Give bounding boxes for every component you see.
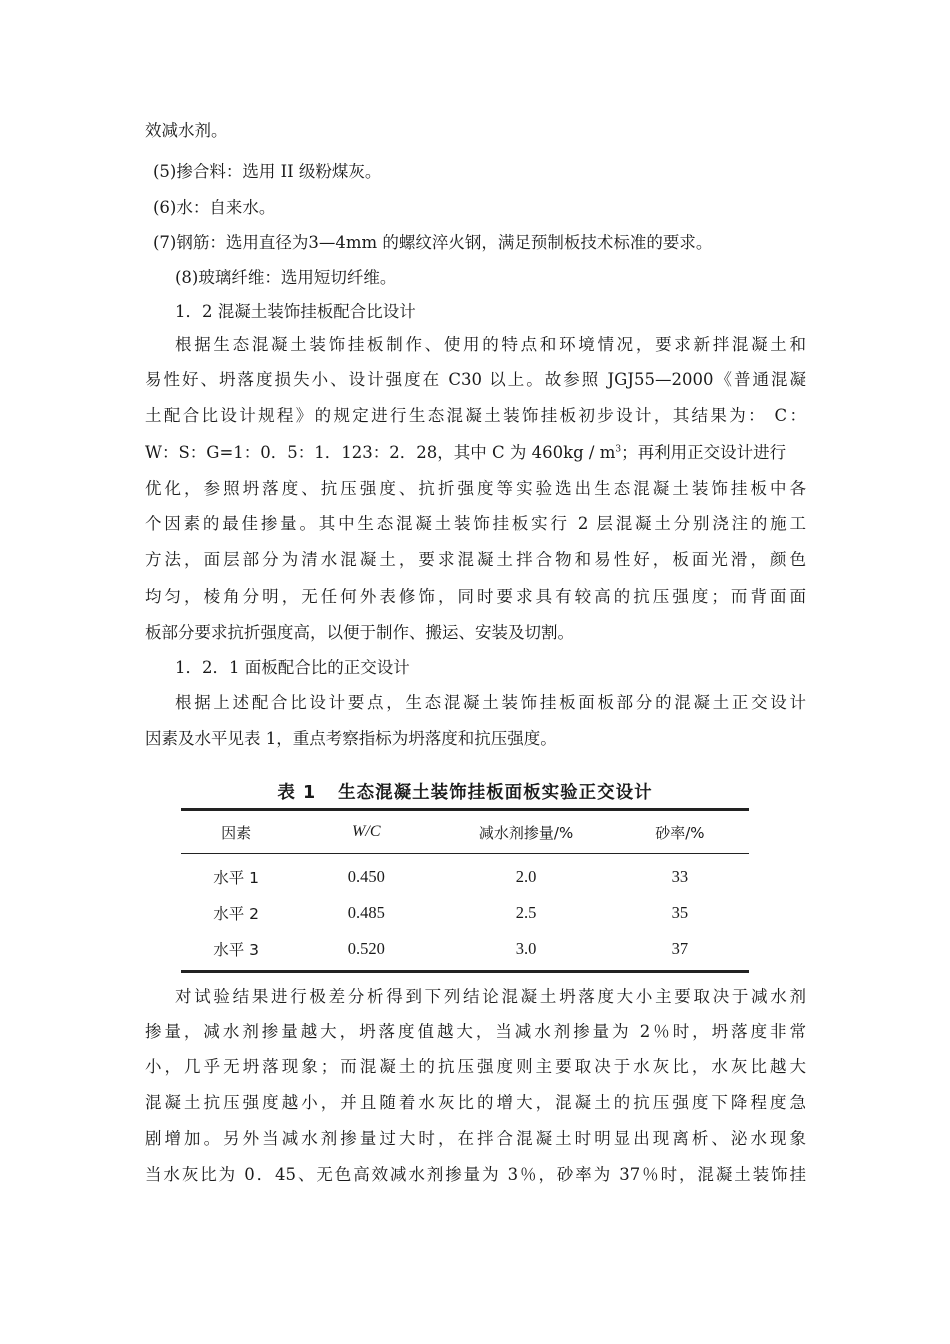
section-heading: 1．2 混凝土装饰挂板配合比设计 [175, 302, 416, 321]
table-cell: 33 [671, 867, 689, 886]
text-line: 个因素的最佳掺量。其中生态混凝土装饰挂板实行 2 层混凝土分别浇注的施工 [145, 514, 806, 533]
text-line [145, 442, 806, 464]
table-caption [180, 778, 750, 808]
text-line: 对试验结果进行极差分析得到下列结论混凝土坍落度大小主要取决于减水剂 [175, 987, 806, 1006]
table-cell: 2.5 [515, 903, 537, 922]
table-cell: 0.520 [291, 931, 441, 972]
table-row [181, 931, 749, 972]
table-1 [180, 778, 750, 973]
text-line: 板部分要求抗折强度高，以便于制作、搬运、安装及切割。 [145, 623, 574, 642]
text-segment: ；再利用正交设计进行 [621, 443, 787, 462]
table-caption-title: 生态混凝土装饰挂板面板实验正交设计 [338, 783, 653, 803]
text-line: 剧增加。另外当减水剂掺量过大时，在拌合混凝土时明显出现离析、泌水现象 [145, 1129, 806, 1148]
text-line: 优化，参照坍落度、抗压强度、抗折强度等实验选出生态混凝土装饰挂板中各 [145, 479, 806, 498]
header-wc: W/C [291, 810, 441, 854]
text-line: 效减水剂。 [145, 121, 228, 140]
text-line: 因素及水平见表 1，重点考察指标为坍落度和抗压强度。 [145, 729, 557, 748]
header-sand-ratio: 砂率/% [611, 810, 749, 854]
superscript: 3 [615, 444, 622, 455]
text-line: 根据生态混凝土装饰挂板制作、使用的特点和环境情况，要求新拌混凝土和 [175, 335, 806, 354]
text-line: 均匀，棱角分明，无任何外表修饰，同时要求具有较高的抗压强度；而背面面 [145, 587, 806, 606]
table-row [181, 854, 749, 896]
row-label: 水平 1 [213, 869, 260, 887]
row-label: 水平 3 [181, 931, 291, 972]
table-cell: 35 [671, 903, 689, 922]
table-caption-number: 表 1 [277, 783, 317, 803]
table-cell: 2.0 [515, 867, 537, 886]
text-line: 混凝土抗压强度越小，并且随着水灰比的增大，混凝土的抗压强度下降程度急 [145, 1093, 806, 1112]
table-row [181, 895, 749, 931]
text-line: 当水灰比为 0．45、无色高效减水剂掺量为 3％，砂率为 37％时，混凝土装饰挂 [145, 1165, 806, 1184]
text-segment: W：S：G=1：0．5：1．123：2．28，其中 C 为 460kg / m [145, 443, 616, 462]
header-factor: 因素 [181, 810, 291, 854]
text-line: 土配合比设计规程》的规定进行生态混凝土装饰挂板初步设计，其结果为： C： [145, 406, 806, 425]
table-header-row [181, 810, 749, 854]
row-label: 水平 2 [213, 905, 260, 923]
table-cell: 3.0 [441, 931, 611, 972]
table-cell: 0.450 [347, 867, 385, 886]
text-line: 掺量，减水剂掺量越大，坍落度值越大，当减水剂掺量为 2％时，坍落度非常 [145, 1022, 806, 1041]
table-cell: 0.485 [347, 903, 385, 922]
text-line: (5)掺合料：选用 II 级粉煤灰。 [153, 162, 382, 181]
text-line: 方法，面层部分为清水混凝土，要求混凝土拌合物和易性好，板面光滑，颜色 [145, 550, 806, 569]
section-heading: 1．2．1 面板配合比的正交设计 [175, 658, 410, 677]
text-line: 易性好、坍落度损失小、设计强度在 C30 以上。故参照 JGJ55—2000《普通混凝 [145, 370, 806, 389]
text-line: 根据上述配合比设计要点，生态混凝土装饰挂板面板部分的混凝土正交设计 [175, 693, 806, 712]
text-line: 小，几乎无坍落现象；而混凝土的抗压强度则主要取决于水灰比，水灰比越大 [145, 1057, 806, 1076]
header-admixture: 减水剂掺量/% [441, 810, 611, 854]
table-cell: 37 [611, 931, 749, 972]
text-line: (7)钢筋：选用直径为3—4mm 的螺纹淬火钢，满足预制板技术标准的要求。 [153, 233, 713, 252]
text-line: (6)水：自来水。 [153, 198, 276, 217]
text-line: (8)玻璃纤维：选用短切纤维。 [175, 268, 397, 287]
data-table [181, 808, 749, 973]
